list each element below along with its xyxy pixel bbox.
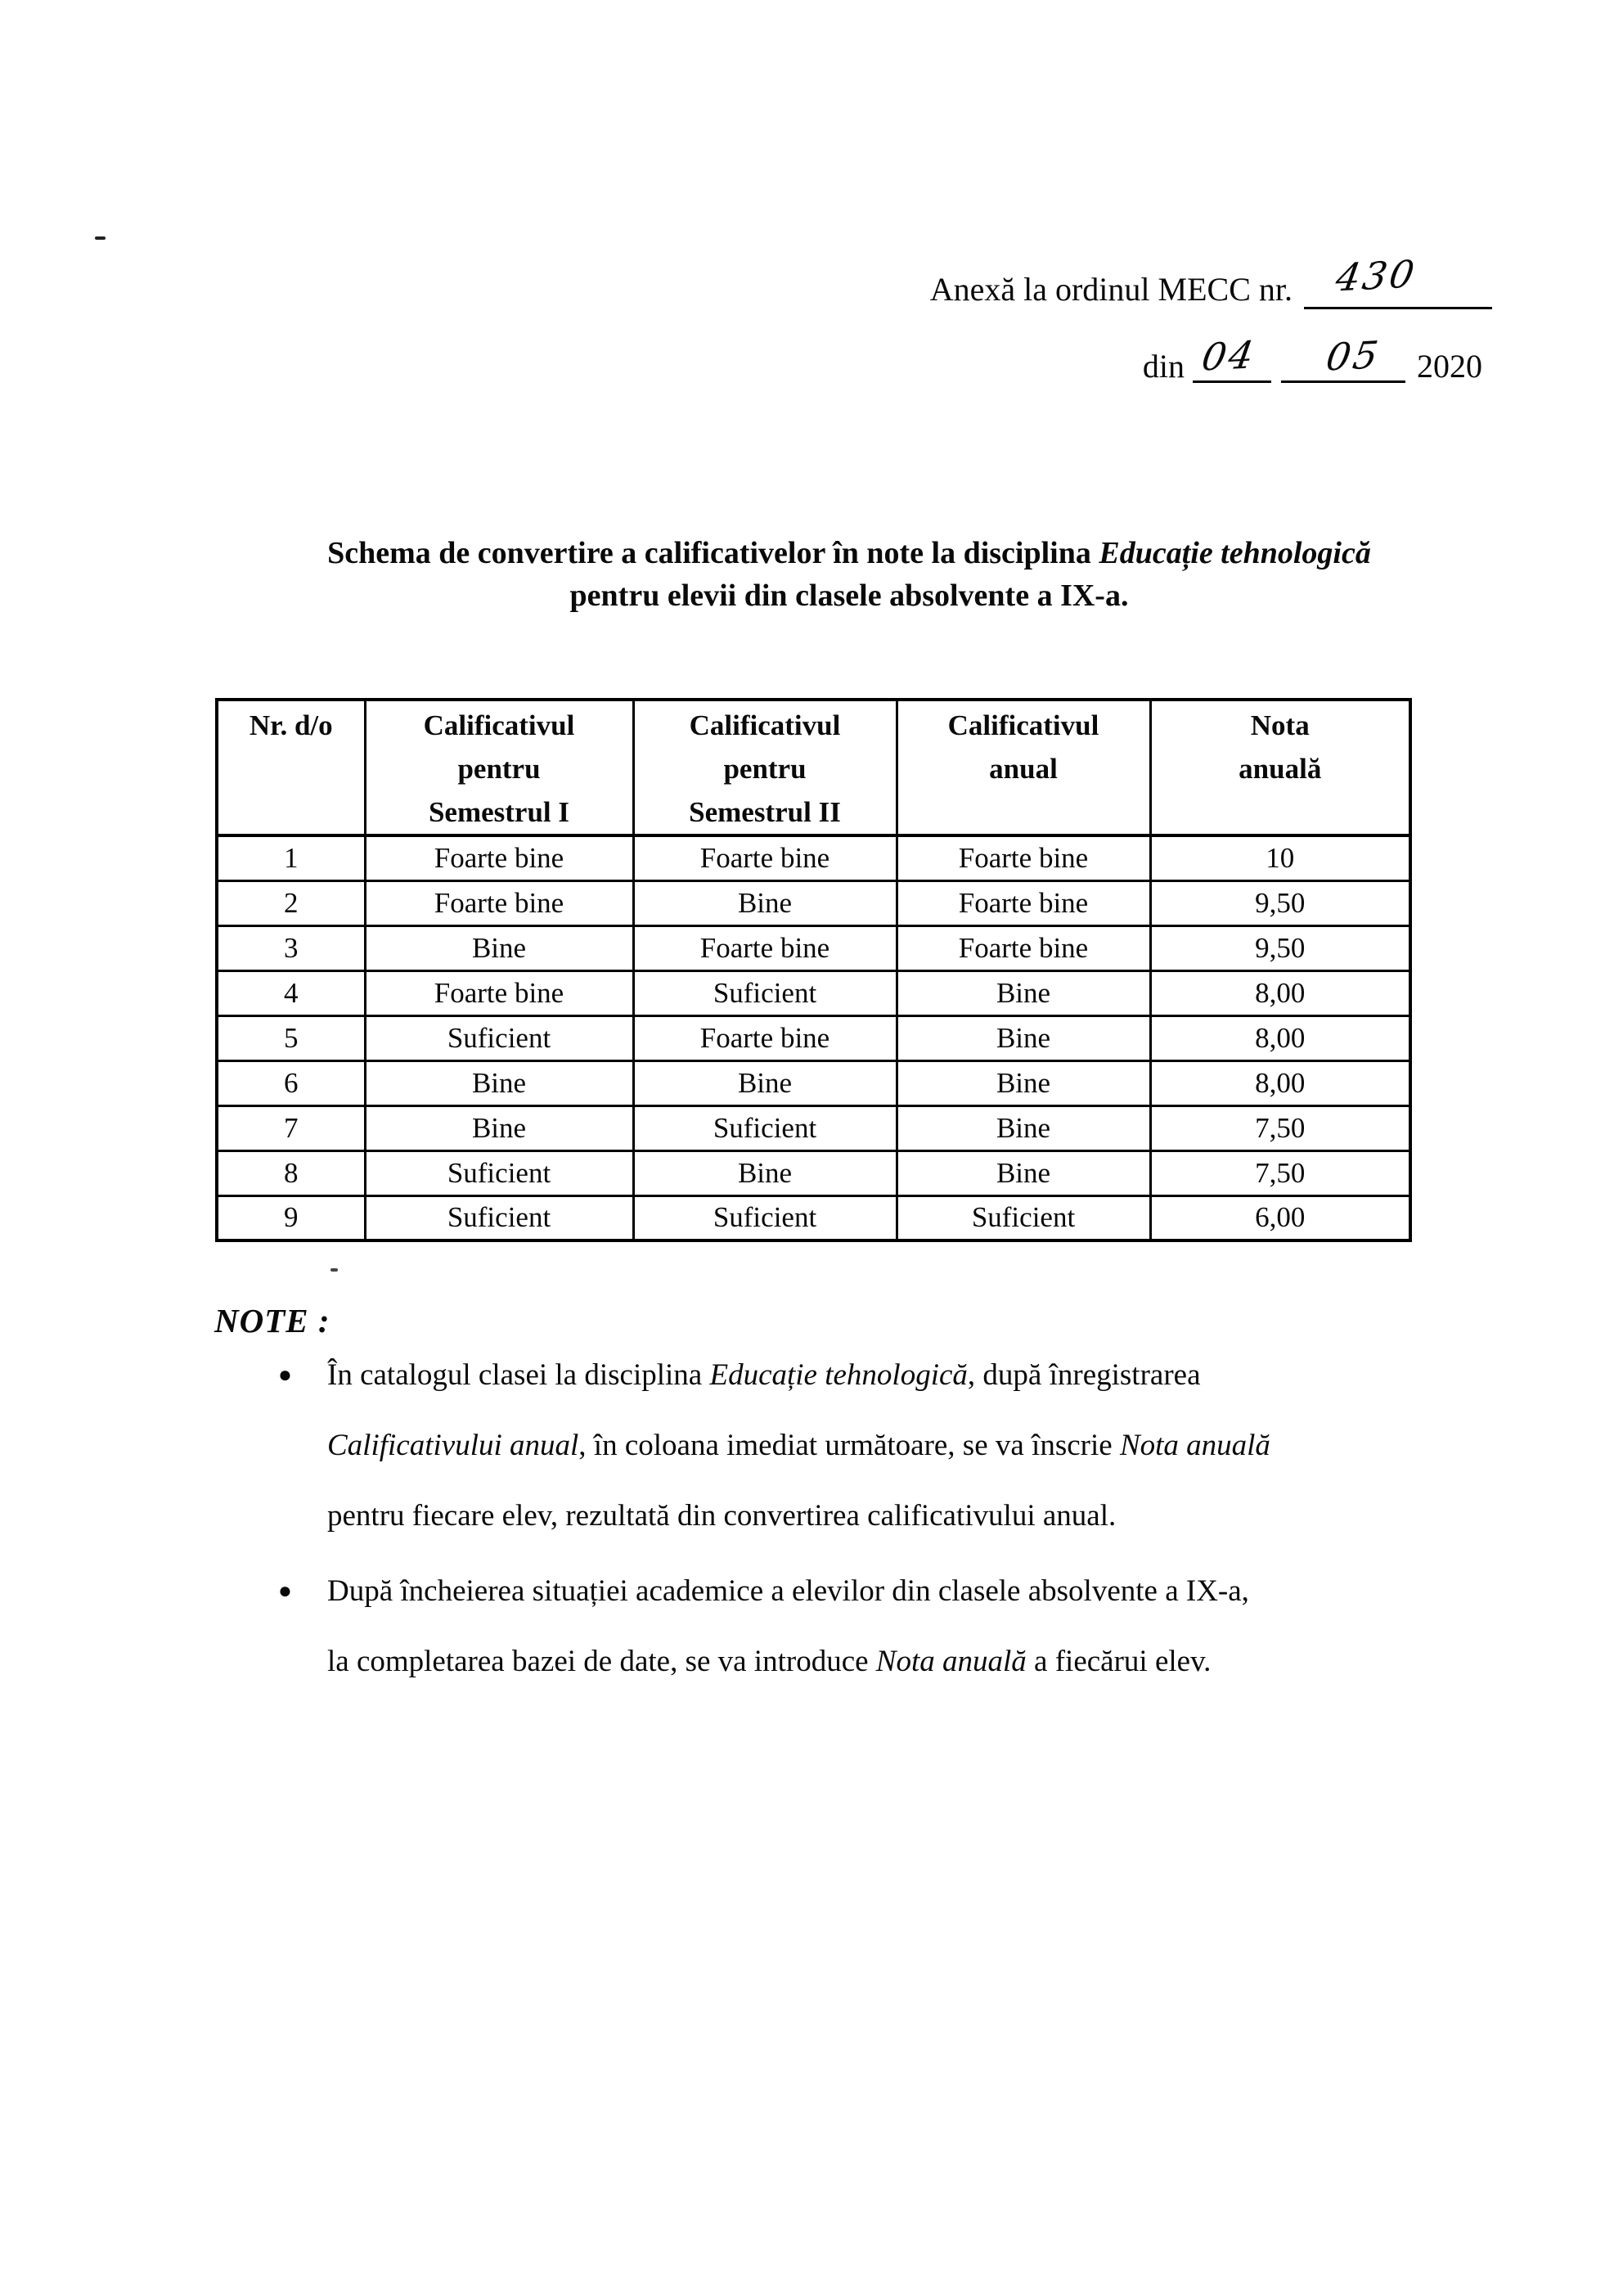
table-cell: Suficient xyxy=(633,1105,897,1150)
page-title xyxy=(75,532,1623,617)
table-cell: 8,00 xyxy=(1150,970,1410,1015)
scan-artifact-mark xyxy=(95,236,106,240)
bullet-icon: ● xyxy=(278,1362,292,1388)
handwritten-day-text: 04 xyxy=(1198,332,1260,380)
table-body xyxy=(217,835,1410,1240)
table-cell: Bine xyxy=(365,1060,633,1105)
table-cell: Foarte bine xyxy=(365,880,633,925)
table-cell: 7 xyxy=(217,1105,365,1150)
table-row xyxy=(217,925,1410,970)
table-cell: Bine xyxy=(633,1060,897,1105)
table-cell: Bine xyxy=(897,970,1150,1015)
column-header: Nr. d/o xyxy=(217,700,365,835)
table-cell: 9,50 xyxy=(1150,880,1410,925)
table-cell: Bine xyxy=(365,925,633,970)
note-line: Calificativului anual, în coloana imediat următoare, se va înscrie Nota anuală xyxy=(327,1429,1270,1462)
table-row xyxy=(217,1150,1410,1195)
note-bullet xyxy=(278,1556,1489,1697)
bullet-icon: ● xyxy=(278,1578,292,1604)
table-row xyxy=(217,1105,1410,1150)
table-cell: Bine xyxy=(897,1015,1150,1060)
table-cell: Foarte bine xyxy=(897,925,1150,970)
notes-list xyxy=(278,1340,1489,1697)
table-cell: Foarte bine xyxy=(897,880,1150,925)
table-cell: 7,50 xyxy=(1150,1150,1410,1195)
table-row xyxy=(217,1060,1410,1105)
table-header-row xyxy=(217,700,1410,835)
annex-order-label: Anexă la ordinul MECC nr. xyxy=(929,271,1293,308)
note-line: la completarea bazei de date, se va introduce Nota anuală a fiecărui elev. xyxy=(327,1645,1212,1678)
table-row xyxy=(217,1015,1410,1060)
table-cell: 2 xyxy=(217,880,365,925)
table-cell: Suficient xyxy=(633,1195,897,1240)
table-cell: 4 xyxy=(217,970,365,1015)
table-cell: Suficient xyxy=(365,1195,633,1240)
table-cell: Suficient xyxy=(365,1015,633,1060)
handwritten-month xyxy=(1323,332,1384,380)
table-cell: 1 xyxy=(217,835,365,880)
table-cell: Bine xyxy=(897,1105,1150,1150)
table-cell: Foarte bine xyxy=(633,925,897,970)
table-cell: Bine xyxy=(897,1150,1150,1195)
note-bullet xyxy=(278,1340,1489,1551)
table-cell: Foarte bine xyxy=(633,835,897,880)
table-cell: 6,00 xyxy=(1150,1195,1410,1240)
table-cell: Suficient xyxy=(897,1195,1150,1240)
table-cell: 7,50 xyxy=(1150,1105,1410,1150)
page-title-discipline: Educație tehnologică xyxy=(1099,536,1371,570)
table-cell: Foarte bine xyxy=(365,970,633,1015)
handwritten-day xyxy=(1198,332,1260,380)
table-row xyxy=(217,880,1410,925)
note-line: În catalogul clasei la disciplina Educație tehnologică, după înregistrarea xyxy=(327,1358,1201,1392)
page-title-line1: Schema de convertire a calificativelor în note la disciplina Educație tehnologică xyxy=(327,536,1371,570)
column-header: Nota anuală xyxy=(1150,700,1410,835)
scan-artifact-mark xyxy=(330,1268,338,1272)
table-row xyxy=(217,970,1410,1015)
table-cell: 8,00 xyxy=(1150,1015,1410,1060)
table-cell: 8 xyxy=(217,1150,365,1195)
annex-date-label: din xyxy=(1142,348,1185,385)
note-line: pentru fiecare elev, rezultată din convertirea calificativului anual. xyxy=(327,1499,1117,1533)
table-cell: Bine xyxy=(897,1060,1150,1105)
table-cell: Foarte bine xyxy=(897,835,1150,880)
table-cell: 10 xyxy=(1150,835,1410,880)
table-cell: Suficient xyxy=(633,970,897,1015)
column-header: Calificativul anual xyxy=(897,700,1150,835)
annex-year: 2020 xyxy=(1417,348,1482,385)
handwritten-order-number-text: 430 xyxy=(1333,251,1420,300)
handwritten-month-text: 05 xyxy=(1323,332,1384,380)
table-cell: 9,50 xyxy=(1150,925,1410,970)
table-cell: 8,00 xyxy=(1150,1060,1410,1105)
handwritten-order-number xyxy=(1333,251,1420,300)
table-row xyxy=(217,835,1410,880)
note-line: După încheierea situației academice a elevilor din clasele absolvente a IX-a, xyxy=(327,1574,1249,1608)
table-cell: 6 xyxy=(217,1060,365,1105)
table-row xyxy=(217,1195,1410,1240)
table-cell: Foarte bine xyxy=(365,835,633,880)
notes-heading: NOTE : xyxy=(214,1302,330,1339)
column-header: Calificativul pentru Semestrul II xyxy=(633,700,897,835)
table-cell: Bine xyxy=(633,880,897,925)
grade-conversion-table xyxy=(215,698,1412,1242)
table-cell: Suficient xyxy=(365,1150,633,1195)
page-title-line2: pentru elevii din clasele absolvente a IX-a. xyxy=(569,579,1129,613)
table-cell: Bine xyxy=(365,1105,633,1150)
table-cell: 3 xyxy=(217,925,365,970)
table-cell: 9 xyxy=(217,1195,365,1240)
column-header: Calificativul pentru Semestrul I xyxy=(365,700,633,835)
table-cell: Bine xyxy=(633,1150,897,1195)
table-cell: Foarte bine xyxy=(633,1015,897,1060)
table-cell: 5 xyxy=(217,1015,365,1060)
